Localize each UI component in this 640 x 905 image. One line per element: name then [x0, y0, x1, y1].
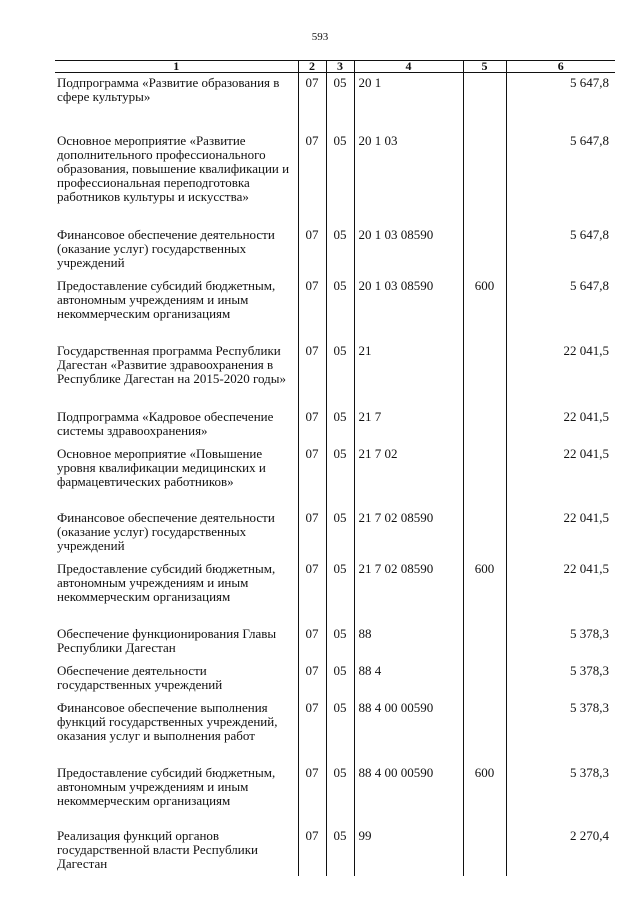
column-header-amount: 6 [506, 61, 615, 73]
row-target-article: 21 7 02 08590 [354, 508, 463, 559]
row-subsection: 05 [326, 407, 354, 444]
table-row [55, 624, 615, 661]
column-header-name: 1 [55, 61, 298, 73]
budget-table [55, 60, 615, 876]
row-subsection: 05 [326, 225, 354, 276]
row-name: Предоставление субсидий бюджетным, автономным учреждениям и иным некоммерческим организациям [57, 560, 276, 604]
row-subsection: 05 [326, 559, 354, 624]
table-row [55, 131, 615, 225]
row-target-article: 20 1 [354, 73, 463, 131]
row-target-article: 88 4 [354, 661, 463, 698]
row-target-article: 20 1 03 [354, 131, 463, 225]
row-target-article: 88 4 00 00590 [354, 763, 463, 826]
row-subsection: 05 [326, 826, 354, 876]
table-row [55, 661, 615, 698]
row-amount: 22 041,5 [506, 444, 615, 508]
row-section: 07 [298, 407, 326, 444]
row-target-article: 21 7 [354, 407, 463, 444]
row-target-article: 88 4 00 00590 [354, 698, 463, 763]
row-expense-type [463, 131, 506, 225]
row-name: Финансовое обеспечение деятельности (оказание услуг) государственных учреждений [57, 226, 275, 270]
table-row [55, 826, 615, 876]
row-name: Обеспечение функционирования Главы Республики Дагестан [57, 625, 277, 655]
row-expense-type [463, 698, 506, 763]
table-row [55, 698, 615, 763]
table-row [55, 444, 615, 508]
row-section: 07 [298, 661, 326, 698]
row-section: 07 [298, 624, 326, 661]
row-subsection: 05 [326, 508, 354, 559]
row-amount: 5 647,8 [506, 276, 615, 341]
column-header-target-article: 4 [354, 61, 463, 73]
row-expense-type [463, 624, 506, 661]
column-header-section: 2 [298, 61, 326, 73]
row-name: Подпрограмма «Развитие образования в сфере культуры» [57, 75, 280, 104]
row-target-article: 20 1 03 08590 [354, 225, 463, 276]
row-name: Финансовое обеспечение деятельности (оказание услуг) государственных учреждений [57, 509, 275, 553]
column-header-expense-type: 5 [463, 61, 506, 73]
row-section: 07 [298, 73, 326, 131]
row-subsection: 05 [326, 763, 354, 826]
row-target-article: 21 [354, 341, 463, 407]
row-target-article: 99 [354, 826, 463, 876]
table-row [55, 559, 615, 624]
row-name: Основное мероприятие «Повышение уровня квалификации медицинских и фармацевтических работников» [57, 445, 266, 489]
row-name: Подпрограмма «Кадровое обеспечение системы здравоохранения» [57, 408, 274, 438]
row-name: Финансовое обеспечение выполнения функций государственных учреждений, оказания услуг и выполнения работ [57, 699, 278, 743]
row-expense-type [463, 407, 506, 444]
row-section: 07 [298, 698, 326, 763]
row-subsection: 05 [326, 276, 354, 341]
row-section: 07 [298, 508, 326, 559]
row-section: 07 [298, 444, 326, 508]
row-name: Реализация функций органов государственной власти Республики Дагестан [57, 827, 258, 871]
row-subsection: 05 [326, 444, 354, 508]
table-row [55, 73, 615, 131]
row-expense-type: 600 [463, 559, 506, 624]
row-section: 07 [298, 341, 326, 407]
row-subsection: 05 [326, 73, 354, 131]
table-row [55, 341, 615, 407]
row-section: 07 [298, 559, 326, 624]
row-target-article: 21 7 02 08590 [354, 559, 463, 624]
row-amount: 22 041,5 [506, 508, 615, 559]
row-expense-type: 600 [463, 276, 506, 341]
row-section: 07 [298, 131, 326, 225]
row-target-article: 21 7 02 [354, 444, 463, 508]
table-row [55, 508, 615, 559]
row-amount: 22 041,5 [506, 341, 615, 407]
row-amount: 22 041,5 [506, 559, 615, 624]
row-amount: 5 378,3 [506, 698, 615, 763]
row-amount: 5 378,3 [506, 661, 615, 698]
row-expense-type [463, 444, 506, 508]
row-amount: 5 647,8 [506, 225, 615, 276]
table-row [55, 225, 615, 276]
row-expense-type [463, 341, 506, 407]
row-section: 07 [298, 276, 326, 341]
row-subsection: 05 [326, 131, 354, 225]
row-amount: 5 378,3 [506, 624, 615, 661]
header-row [55, 61, 615, 73]
column-header-subsection: 3 [326, 61, 354, 73]
row-name: Основное мероприятие «Развитие дополнительного профессионального образования, повышение квалификации и профессиональная переподготовка работников культуры и искусства» [57, 132, 290, 204]
row-subsection: 05 [326, 698, 354, 763]
table-body [55, 73, 615, 876]
row-subsection: 05 [326, 661, 354, 698]
row-expense-type [463, 73, 506, 131]
row-section: 07 [298, 826, 326, 876]
table-row [55, 407, 615, 444]
row-expense-type [463, 225, 506, 276]
row-subsection: 05 [326, 341, 354, 407]
row-amount: 5 647,8 [506, 131, 615, 225]
row-name: Государственная программа Республики Дагестан «Развитие здравоохранения в Республике Дагестан на 2015-2020 годы» [57, 342, 286, 386]
row-amount: 2 270,4 [506, 826, 615, 876]
table-row [55, 763, 615, 826]
row-name: Обеспечение деятельности государственных учреждений [57, 662, 223, 692]
row-subsection: 05 [326, 624, 354, 661]
table-row [55, 276, 615, 341]
row-target-article: 20 1 03 08590 [354, 276, 463, 341]
row-name: Предоставление субсидий бюджетным, автономным учреждениям и иным некоммерческим организациям [57, 277, 276, 321]
row-expense-type: 600 [463, 763, 506, 826]
row-amount: 5 378,3 [506, 763, 615, 826]
row-amount: 5 647,8 [506, 73, 615, 131]
row-expense-type [463, 826, 506, 876]
row-expense-type [463, 508, 506, 559]
page-number: 593 [311, 31, 329, 43]
row-name: Предоставление субсидий бюджетным, автономным учреждениям и иным некоммерческим организациям [57, 764, 276, 808]
row-section: 07 [298, 763, 326, 826]
row-expense-type [463, 661, 506, 698]
row-amount: 22 041,5 [506, 407, 615, 444]
row-section: 07 [298, 225, 326, 276]
row-target-article: 88 [354, 624, 463, 661]
